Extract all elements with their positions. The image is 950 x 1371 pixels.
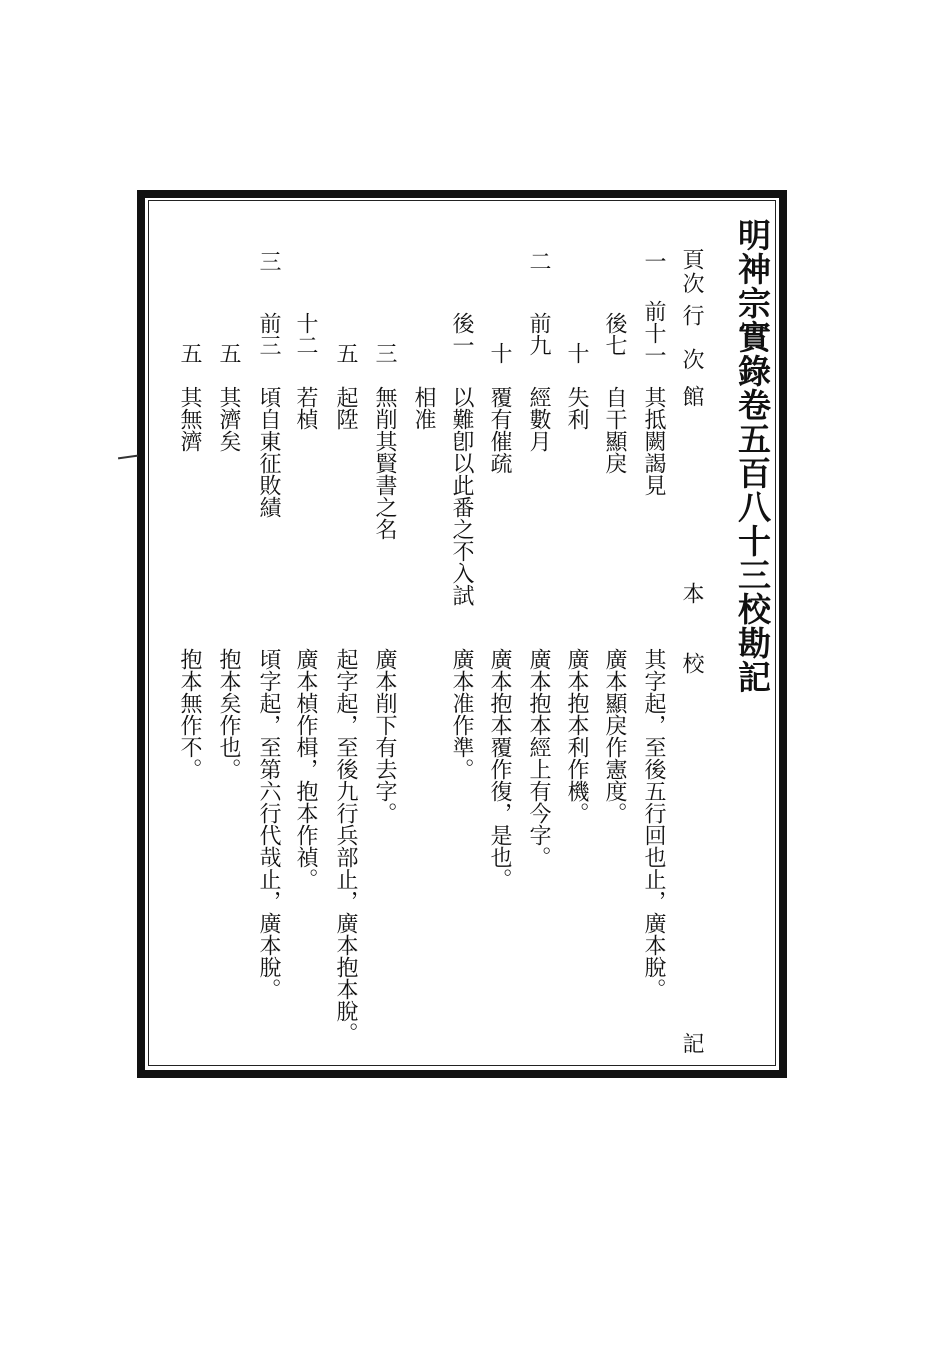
entry-note: 其字起，至後五行回也止，廣本脫。	[641, 648, 666, 1000]
header-jiao: 校	[679, 652, 704, 674]
header-line-label: 次	[679, 272, 704, 294]
entry-note: 廣本抱本覆作復，是也。	[487, 648, 512, 890]
entry-text: 無削其賢書之名	[372, 386, 397, 540]
entry-page: 二	[526, 250, 551, 272]
entry-location: 後七	[602, 312, 627, 356]
entry-text: 頃自東征敗績	[256, 386, 281, 518]
entry-location: 前九	[526, 312, 551, 356]
entry-text: 起陞	[333, 386, 358, 430]
margin-mark	[118, 455, 138, 460]
entry-note: 廣本抱本利作機。	[564, 648, 589, 824]
entry-page: 三	[256, 250, 281, 272]
entry-note: 廣本准作準。	[449, 648, 474, 780]
entry-text: 以難卽以此番之不入試	[449, 386, 474, 606]
entry-note: 廣本抱本經上有今字。	[526, 648, 551, 868]
entry-text: 自干顯戾	[602, 386, 627, 474]
entry-text-continuation: 相准	[411, 386, 436, 430]
entry-note: 起字起，至後九行兵部止，廣本抱本脫。	[333, 648, 358, 1044]
header-ben: 本	[679, 582, 704, 604]
entry-location: 前三	[256, 312, 281, 356]
entry-text: 覆有催疏	[487, 386, 512, 474]
header-row-label: 行	[679, 304, 704, 326]
entry-text: 經數月	[526, 386, 551, 452]
entry-location: 後一	[449, 312, 474, 356]
header-museum: 館	[679, 385, 704, 407]
entry-text: 其濟矣	[216, 386, 241, 452]
entry-note: 抱本無作不。	[177, 648, 202, 780]
entry-location: 十二	[293, 312, 318, 356]
entry-text: 其抵闕謁見	[641, 386, 666, 496]
entry-note: 抱本矣作也。	[216, 648, 241, 780]
document-title: 明神宗實錄卷五百八十三校勘記	[733, 218, 772, 694]
entry-note: 頃字起，至第六行代哉止，廣本脫。	[256, 648, 281, 1000]
entry-location: 五	[177, 342, 202, 364]
entry-location: 五	[216, 342, 241, 364]
entry-location: 三	[372, 342, 397, 364]
entry-text: 其無濟	[177, 386, 202, 452]
entry-location: 前十一	[641, 300, 666, 366]
entry-note: 廣本顯戾作憲度。	[602, 648, 627, 824]
entry-text: 失利	[564, 386, 589, 430]
entry-note: 廣本楨作楫，抱本作禎。	[293, 648, 318, 890]
entry-text: 若楨	[293, 386, 318, 430]
entry-location: 十	[564, 342, 589, 364]
header-page-label: 頁	[679, 248, 704, 270]
entry-location: 十	[487, 342, 512, 364]
header-ji: 記	[679, 1032, 704, 1054]
entry-location: 五	[333, 342, 358, 364]
entry-note: 廣本削下有去字。	[372, 648, 397, 824]
header-row-order: 次	[679, 348, 704, 370]
entry-page: 一	[641, 250, 666, 272]
